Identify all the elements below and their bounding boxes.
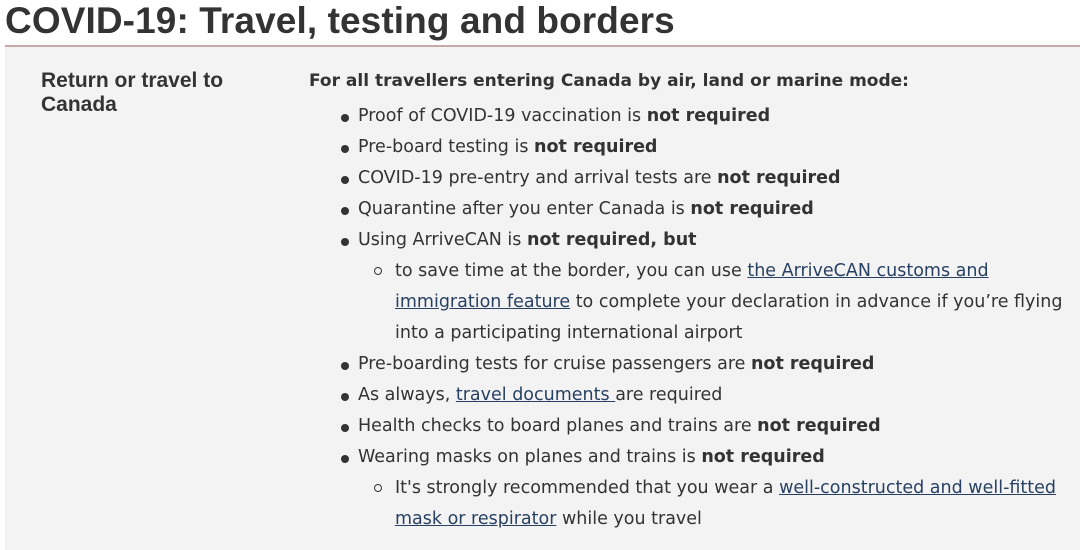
circle-bullet-icon [374,267,382,275]
bullet-icon [341,207,349,215]
list-item: Wearing masks on planes and trains is not required It's strongly recommended that you wear a well-constructed and well-fitted mask or respirator while you travel [309,442,1079,535]
mask-guidance-link[interactable]: well-constructed and well-fitted mask or respirator [395,478,1057,529]
sub-list [358,256,1079,349]
list-item: Pre-board testing is not required [309,132,1079,163]
arrivecan-feature-link[interactable]: the ArriveCAN customs and immigration feature [395,261,989,312]
requirements-list [309,101,1079,535]
info-panel [5,47,1080,550]
section-label: Return or travel to Canada [41,69,224,116]
circle-bullet-icon [374,484,382,492]
bullet-icon [341,362,349,370]
section-content [309,70,1079,535]
bullet-icon [341,145,349,153]
bullet-icon [341,238,349,246]
sub-list [358,473,1079,535]
list-item: COVID-19 pre-entry and arrival tests are not required [309,163,1079,194]
list-item: Pre-boarding tests for cruise passengers are not required [309,349,1079,380]
list-item: Proof of COVID-19 vaccination is not required [309,101,1079,132]
travel-documents-link[interactable]: travel documents [455,385,616,405]
bullet-icon [341,176,349,184]
list-item: Using ArriveCAN is not required, but to save time at the border, you can use the ArriveCAN customs and immigration feature to complete your declaration in advance if you’re flying into a participating international airport [309,225,1079,349]
bullet-icon [341,455,349,463]
list-item: As always, travel documents are required [309,380,1079,411]
bullet-icon [341,114,349,122]
bullet-icon [341,393,349,401]
list-item: Quarantine after you enter Canada is not required [309,194,1079,225]
section-intro: For all travellers entering Canada by air, land or marine mode: [309,71,909,91]
sub-list-item: It's strongly recommended that you wear a well-constructed and well-fitted mask or respirator while you travel [358,473,1079,535]
page-title: COVID-19: Travel, testing and borders [5,0,675,41]
bullet-icon [341,424,349,432]
list-item: Health checks to board planes and trains are not required [309,411,1079,442]
sub-list-item: to save time at the border, you can use the ArriveCAN customs and immigration feature to complete your declaration in advance if you’re flying into a participating international airport [358,256,1079,349]
